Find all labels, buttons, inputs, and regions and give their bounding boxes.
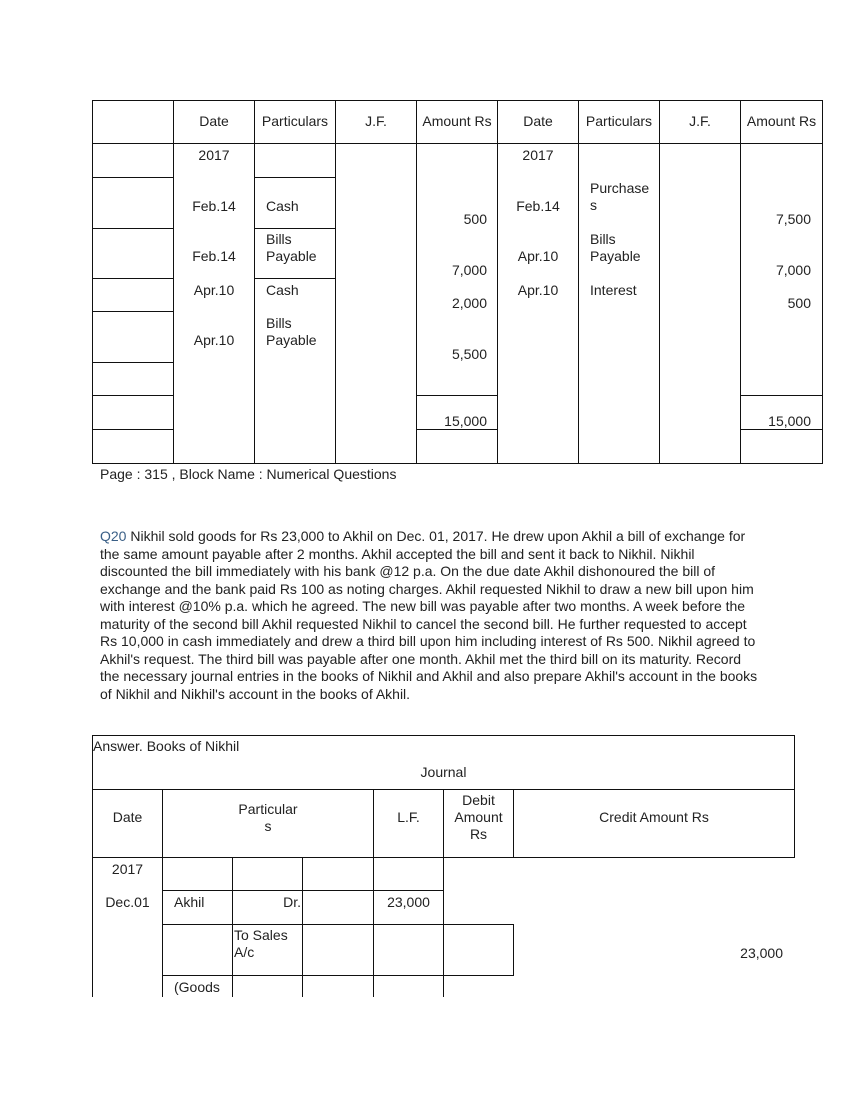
header-date-left: Date xyxy=(199,113,229,129)
header-amount-left: Amount Rs xyxy=(422,113,492,129)
ledger-left-amount: 2,000 xyxy=(451,295,487,311)
journal-header-debit: Debit Amount Rs xyxy=(454,792,503,842)
journal-credit-account: To Sales A/c xyxy=(234,927,288,960)
question-text: Nikhil sold goods for Rs 23,000 to Akhil on Dec. 01, 2017. He drew upon Akhil a bill of exchange for the same amount payable after 2 months. Akhil accepted the bill and sent it back to Nikhil. Nikhil discounted the bill immediately with his bank @12 p.a. On the due date Akhil dishonoured the bill of exchange and the bank paid Rs 100 as noting charges. Akhil requested Nikhil to draw a new bill upon him with interest @10% p.a. which he agreed. The new bill was payable after two months. A week before the maturity of the second bill Akhil requested Nikhil to cancel the second bill. He further requested to accept Rs 10,000 in cash immediately and drew a third bill upon him including interest of Rs 500. Nikhil agreed to Akhil's request. The third bill was payable after one month. Akhil met the third bill on its maturity. Record the necessary journal entries in the books of Nikhil and Akhil and also prepare Akhil's account in the books of Nikhil and Nikhil's account in the books of Akhil. xyxy=(100,528,758,702)
header-jf-right: J.F. xyxy=(689,113,711,129)
ledger-right-amount: 500 xyxy=(787,295,811,311)
header-particulars-left: Particulars xyxy=(261,113,329,129)
header-date-right: Date xyxy=(523,113,553,129)
journal-debit-account: Akhil xyxy=(174,894,205,910)
journal-narration: (Goods xyxy=(174,979,220,995)
journal-header-particulars: Particular s xyxy=(238,801,298,834)
ledger-left-particulars: Bills Payable xyxy=(266,231,317,264)
ledger-right-total: 15,000 xyxy=(768,413,811,429)
ledger-right-particulars: Bills Payable xyxy=(590,231,641,264)
ledger-left-date: Feb.14 xyxy=(192,248,236,264)
journal-credit-amount: 23,000 xyxy=(740,945,783,961)
ledger-left-year: 2017 xyxy=(198,147,230,163)
ledger-left-amount: 5,500 xyxy=(451,346,487,362)
ledger-right-amount: 7,500 xyxy=(775,211,811,227)
ledger-left-date: Apr.10 xyxy=(193,332,235,348)
ledger-right-amount: 7,000 xyxy=(775,262,811,278)
ledger-left-particulars: Cash xyxy=(266,198,299,214)
ledger-right-particulars: Purchase s xyxy=(590,180,650,213)
page-note: Page : 315 , Block Name : Numerical Questions xyxy=(100,466,397,482)
answer-label: Answer. Books of Nikhil xyxy=(93,738,240,754)
header-particulars-right: Particulars xyxy=(585,113,653,129)
journal-entry-date: Dec.01 xyxy=(105,894,150,910)
header-jf-left: J.F. xyxy=(365,113,387,129)
journal-header-credit: Credit Amount Rs xyxy=(599,809,709,825)
journal-header-date: Date xyxy=(112,809,143,825)
journal-title: Journal xyxy=(420,764,467,780)
journal-header-lf: L.F. xyxy=(397,809,420,825)
ledger-right-date: Apr.10 xyxy=(517,248,559,264)
ledger-left-date: Feb.14 xyxy=(192,198,236,214)
header-amount-right: Amount Rs xyxy=(746,113,817,129)
ledger-right-date: Apr.10 xyxy=(517,282,559,298)
journal-year: 2017 xyxy=(111,861,144,877)
ledger-left-particulars: Bills Payable xyxy=(266,315,317,348)
ledger-left-date: Apr.10 xyxy=(193,282,235,298)
journal-dr-label: Dr. xyxy=(283,894,301,910)
question-number: Q20 xyxy=(100,528,127,544)
ledger-left-amount: 500 xyxy=(463,211,487,227)
ledger-left-amount: 7,000 xyxy=(451,262,487,278)
journal-debit-amount: 23,000 xyxy=(387,894,430,910)
ledger-left-total: 15,000 xyxy=(444,413,487,429)
question-paragraph xyxy=(100,528,760,703)
ledger-right-particulars: Interest xyxy=(590,282,637,298)
ledger-right-year: 2017 xyxy=(522,147,554,163)
ledger-right-date: Feb.14 xyxy=(516,198,560,214)
ledger-left-particulars: Cash xyxy=(266,282,299,298)
